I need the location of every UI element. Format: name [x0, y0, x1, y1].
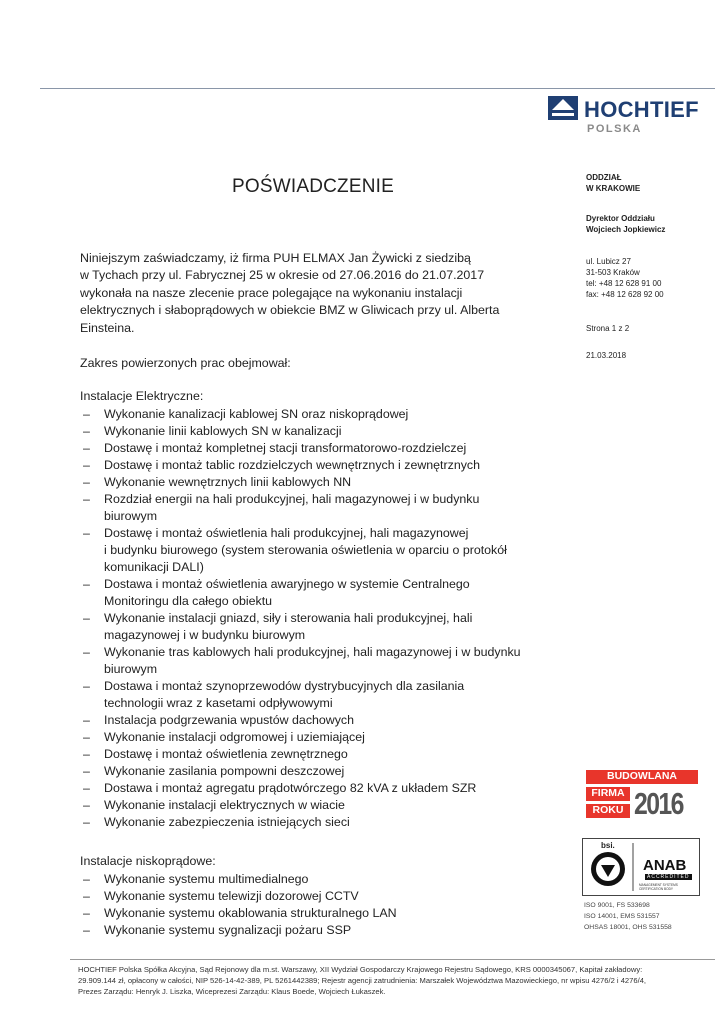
iso-certificates [584, 900, 672, 933]
dash: – [83, 798, 90, 812]
dash: – [83, 872, 90, 886]
dash: – [83, 889, 90, 903]
document-date: 21.03.2018 [586, 351, 627, 360]
list-item [80, 712, 550, 729]
anab-accredited: ACCREDITED [647, 874, 690, 880]
list-item [80, 797, 550, 814]
award-line-2: FIRMA [586, 787, 630, 801]
company-subname: POLSKA [587, 123, 642, 135]
award-year: 2016 [634, 786, 683, 821]
dash: – [83, 906, 90, 920]
lowcurrent-heading: Instalacje niskoprądowe: [80, 854, 216, 868]
list-item-text: Dostawę i montaż tablic rozdzielczych wewnętrznych i zewnętrznych [104, 458, 480, 472]
dash: – [83, 407, 90, 421]
list-item [80, 423, 550, 440]
iso-line: OHSAS 18001, OHS 531558 [584, 924, 672, 931]
list-item-text: Wykonanie systemu telewizji dozorowej CCTV [104, 889, 359, 903]
list-item [80, 922, 550, 939]
list-item [80, 905, 550, 922]
fax-number: fax: +48 12 628 92 00 [586, 290, 664, 299]
branch-line-2: W KRAKOWIE [586, 184, 641, 193]
intro-line: Einsteina. [80, 320, 135, 335]
award-line-3: ROKU [586, 804, 630, 818]
list-item [80, 610, 550, 644]
footer-line: Prezes Zarządu: Henryk J. Liszka, Wiceprezesi Zarządu: Klaus Boede, Wojciech Łukaszek. [78, 987, 386, 996]
list-item-text: Dostawę i montaż kompletnej stacji transformatorowo-rozdzielczej [104, 441, 467, 455]
address-city: 31-503 Kraków [586, 268, 640, 277]
address-street: ul. Lubicz 27 [586, 257, 631, 266]
dash: – [83, 492, 90, 506]
list-item-text: Dostawa i montaż agregatu prądotwórczego 82 kVA z układem SZR [104, 781, 477, 795]
dash: – [83, 424, 90, 438]
dash: – [83, 526, 90, 540]
anab-description: MANAGEMENT SYSTEMS CERTIFICATION BODY [639, 883, 678, 891]
list-item-text: Wykonanie kanalizacji kablowej SN oraz niskoprądowej [104, 407, 409, 421]
footer [78, 964, 698, 997]
dash: – [83, 815, 90, 829]
certification-logos [582, 838, 700, 896]
list-item [80, 871, 550, 888]
scope-heading: Zakres powierzonych prac obejmował: [80, 356, 291, 370]
list-item [80, 729, 550, 746]
list-item [80, 576, 550, 610]
list-item-text: Wykonanie linii kablowych SN w kanalizacji [104, 424, 342, 438]
header-divider [40, 88, 715, 89]
dash: – [83, 764, 90, 778]
list-item-text: Wykonanie instalacji odgromowej i uziemiającej [104, 730, 365, 744]
list-item-text: Wykonanie zasilania pompowni deszczowej [104, 764, 345, 778]
intro-line: Niniejszym zaświadczamy, iż firma PUH ELMAX Jan Żywicki z siedzibą [80, 251, 471, 265]
intro-line: elektrycznych i słaboprądowych w obiekcie BMZ w Gliwicach przy ul. Alberta [80, 303, 500, 318]
hochtief-logo-icon [548, 96, 578, 120]
phone-number: tel: +48 12 628 91 00 [586, 279, 662, 288]
list-item-text: Wykonanie wewnętrznych linii kablowych NN [104, 475, 352, 489]
dash: – [83, 713, 90, 727]
list-item-text: Dostawę i montaż oświetlenia hali produkcyjnej, hali magazynowej i budynku biurowego (system sterowania oświetlenia w oparciu o protokół komunikacji DALI) [104, 526, 507, 574]
list-item [80, 406, 550, 423]
bsi-label: bsi. [601, 841, 615, 850]
list-item-text: Dostawa i montaż oświetlenia awaryjnego w systemie Centralnego Monitoringu dla całego obiektu [104, 577, 470, 608]
list-item [80, 474, 550, 491]
list-item [80, 644, 550, 678]
intro-line: w Tychach przy ul. Fabrycznej 25 w okresie od 27.06.2016 do 21.07.2017 [80, 268, 485, 283]
list-item [80, 814, 550, 831]
anab-label: ANAB [643, 857, 687, 874]
list-item [80, 440, 550, 457]
list-item-text: Wykonanie systemu multimedialnego [104, 872, 309, 886]
dash: – [83, 730, 90, 744]
document-title: POŚWIADCZENIE [232, 176, 395, 197]
list-item [80, 457, 550, 474]
dash: – [83, 679, 90, 693]
footer-divider [70, 959, 715, 960]
list-item-text: Rozdział energii na hali produkcyjnej, hali magazynowej i w budynku biurowym [104, 492, 480, 523]
dash: – [83, 781, 90, 795]
list-item [80, 780, 550, 797]
director-name: Wojciech Jopkiewicz [586, 225, 666, 234]
branch-line-1: ODDZIAŁ [586, 173, 622, 182]
dash: – [83, 923, 90, 937]
dash: – [83, 577, 90, 591]
intro-paragraph [80, 250, 545, 337]
list-item-text: Wykonanie instalacji elektrycznych w wiacie [104, 798, 345, 812]
dash: – [83, 441, 90, 455]
intro-line: wykonała na nasze zlecenie prace polegające na wykonaniu instalacji [80, 285, 463, 300]
list-item-text: Wykonanie tras kablowych hali produkcyjnej, hali magazynowej i w budynku biurowym [104, 645, 521, 676]
company-name: HOCHTIEF [584, 97, 699, 122]
list-item [80, 491, 550, 525]
footer-line: HOCHTIEF Polska Spółka Akcyjna, Sąd Rejonowy dla m.st. Warszawy, XII Wydział Gospodarczy Krajowego Rejestru Sądowego, KRS 0000345067, Kapitał zakładowy: [78, 965, 643, 974]
award-line-1: BUDOWLANA [586, 770, 698, 784]
dash: – [83, 475, 90, 489]
list-item [80, 525, 550, 576]
list-item-text: Dostawę i montaż oświetlenia zewnętrznego [104, 747, 348, 761]
list-item-text: Wykonanie systemu okablowania strukturalnego LAN [104, 906, 397, 920]
list-item-text: Instalacja podgrzewania wpustów dachowych [104, 713, 355, 727]
list-item-text: Wykonanie zabezpieczenia istniejących sieci [104, 815, 350, 829]
dash: – [83, 458, 90, 472]
director-title: Dyrektor Oddziału [586, 214, 655, 223]
dash: – [83, 645, 90, 659]
dash: – [83, 611, 90, 625]
lowcurrent-list [80, 871, 550, 939]
list-item-text: Wykonanie instalacji gniazd, siły i sterowania hali produkcyjnej, hali magazynowej i w budynku biurowym [104, 611, 473, 642]
list-item [80, 746, 550, 763]
list-item [80, 888, 550, 905]
list-item [80, 763, 550, 780]
list-item [80, 678, 550, 712]
page-number: Strona 1 z 2 [586, 324, 630, 333]
electrical-heading: Instalacje Elektryczne: [80, 389, 204, 403]
iso-line: ISO 9001, FS 533698 [584, 902, 650, 909]
list-item-text: Dostawa i montaż szynoprzewodów dystrybucyjnych dla zasilania technologii wraz z kasetami odpływowymi [104, 679, 465, 710]
iso-line: ISO 14001, EMS 531557 [584, 913, 660, 920]
dash: – [83, 747, 90, 761]
electrical-list [80, 406, 550, 831]
footer-line: 29.909.144 zł, opłacony w całości, NIP 526-14-42-389, PL 5261442389; Rejestr agencji zatrudnienia: Marszałek Województwa Mazowieckiego, nr wpisu 4276/2 i 4276/4, [78, 976, 647, 985]
list-item-text: Wykonanie systemu sygnalizacji pożaru SSP [104, 923, 352, 937]
